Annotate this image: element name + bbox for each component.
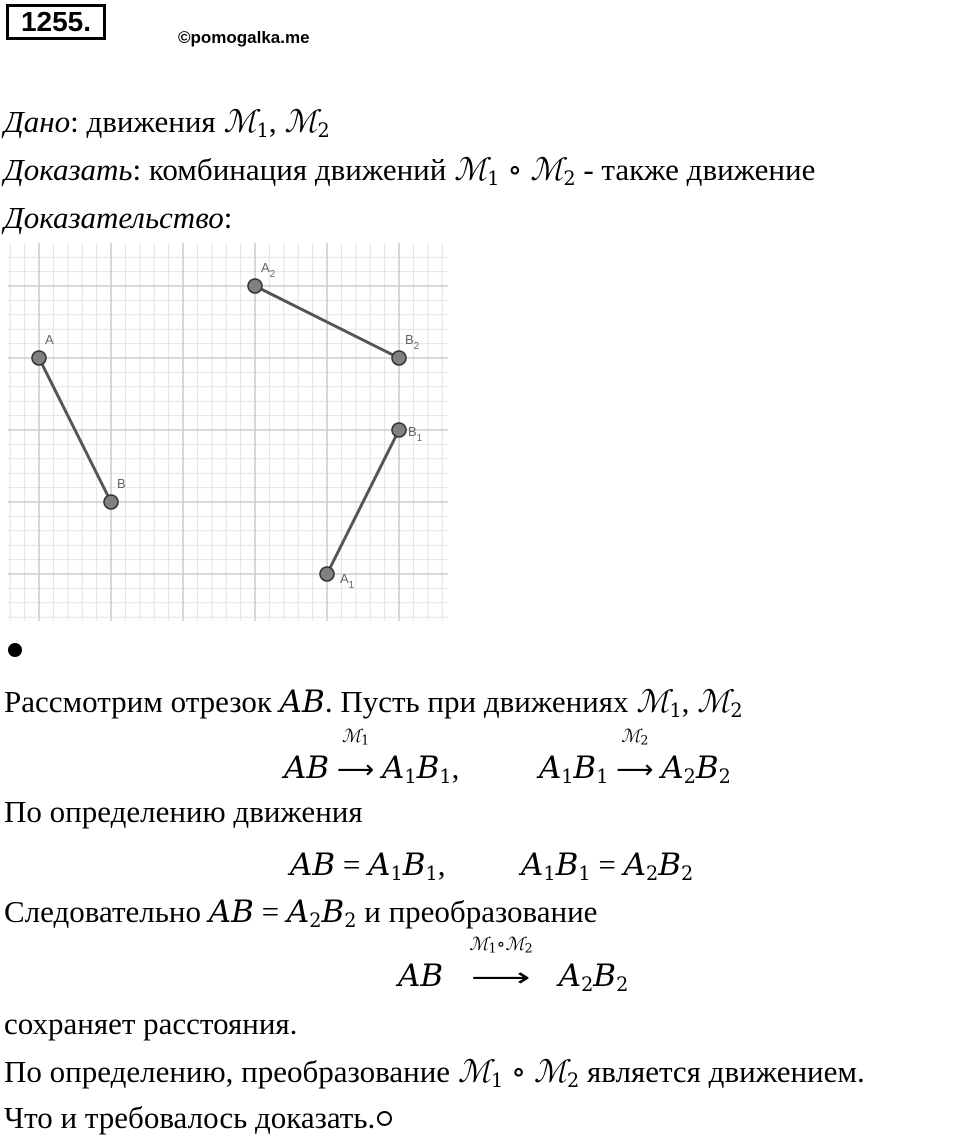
point-A2 <box>248 279 262 293</box>
line1-m2: ℳ <box>697 684 731 720</box>
prove-line <box>4 150 815 190</box>
prove-op: ∘ <box>499 152 531 187</box>
prove-tail: - также движение <box>575 152 816 187</box>
eq2-r2a: A <box>623 847 646 883</box>
eq2-left: AB <box>290 847 336 883</box>
eq3-arrow <box>451 934 551 998</box>
equation-1 <box>284 726 731 790</box>
given-m2: ℳ <box>284 104 318 140</box>
eq3-label-op: ∘ <box>496 934 506 955</box>
eq3-a: A <box>558 958 582 994</box>
eq1-r2b-sub: 2 <box>718 764 731 788</box>
eq1-arrow1-glyph: ⟶ <box>336 755 375 785</box>
point-label-sub: 1 <box>348 580 355 591</box>
eq2-r1b-sub: 1 <box>425 861 438 885</box>
text-line-3 <box>4 892 597 932</box>
eq3-left: AB <box>398 958 444 994</box>
grid <box>8 243 448 621</box>
eq3-b: B <box>593 958 617 994</box>
eq1-r2a: A <box>661 750 684 786</box>
given-text: : движения <box>70 104 224 139</box>
equation-3 <box>398 934 629 998</box>
line5-m2-sub: 2 <box>567 1068 580 1092</box>
eq2-l2a: A <box>521 847 544 883</box>
line3-a-sub: 2 <box>309 908 322 932</box>
eq2-eq2: = <box>590 847 624 882</box>
eq1-arrow2-label: ℳ <box>621 726 641 747</box>
point-B1 <box>392 423 406 437</box>
line3-b-sub: 2 <box>344 908 357 932</box>
problem-number: 1255. <box>6 4 106 40</box>
point-B <box>104 495 118 509</box>
line5-op: ∘ <box>503 1054 534 1089</box>
line1-m1-sub: 1 <box>669 698 682 722</box>
line5-text2: является движением. <box>579 1054 865 1089</box>
eq1-l2b: B <box>573 750 597 786</box>
equation-2 <box>290 845 693 885</box>
point-label-A: A <box>45 332 54 347</box>
eq1-arrow-1 <box>336 726 375 790</box>
line5-m2: ℳ <box>533 1054 568 1090</box>
watermark: ©pomogalka.me <box>178 28 310 47</box>
point-label-sub: 2 <box>269 269 276 280</box>
point-label-sub: 2 <box>413 341 420 352</box>
eq2-r1b: B <box>402 847 426 883</box>
eq1-comma: , <box>451 750 460 785</box>
qed-circle-icon <box>377 1111 392 1126</box>
given-line <box>4 102 330 142</box>
point-B2 <box>392 351 406 365</box>
line6-text: Что и требовалось доказать. <box>4 1100 376 1135</box>
eq1-arrow1-label: ℳ <box>341 726 362 747</box>
text-line-5 <box>4 1052 865 1092</box>
given-label: Дано <box>4 104 71 139</box>
eq1-r1b: B <box>416 750 440 786</box>
given-m1-sub: 1 <box>256 118 269 142</box>
eq2-l2b: B <box>555 847 579 883</box>
eq1-r1a-sub: 1 <box>404 764 417 788</box>
line1-m1: ℳ <box>636 684 670 720</box>
eq2-l2a-sub: 1 <box>543 861 556 885</box>
eq3-b-sub: 2 <box>616 972 629 996</box>
line3-text: Следовательно <box>4 894 209 929</box>
line1-text2: . Пусть при движениях <box>324 684 637 719</box>
point-label-A2: $A_2$ <box>261 260 276 280</box>
eq1-l2a-sub: 1 <box>561 764 574 788</box>
point-label-B1: $B_1$ <box>408 424 423 444</box>
prove-label: Доказать <box>4 152 133 187</box>
eq3-label-m2: ℳ <box>505 934 525 955</box>
eq1-r2b: B <box>695 750 719 786</box>
eq2-r1a: A <box>368 847 391 883</box>
points <box>32 260 423 591</box>
point-label-A1: $A_1$ <box>340 571 355 591</box>
proof-colon: : <box>223 200 233 235</box>
point-A <box>32 351 46 365</box>
eq3-label-sub2: 2 <box>524 940 533 956</box>
prove-m2-sub: 2 <box>563 166 576 190</box>
eq2-r2a-sub: 2 <box>646 861 659 885</box>
line5-text: По определению, преобразование <box>4 1054 458 1089</box>
eq1-l2b-sub: 1 <box>596 764 609 788</box>
bullet-icon <box>8 643 22 657</box>
eq3-label-m1: ℳ <box>469 934 489 955</box>
eq1-r1b-sub: 1 <box>439 764 452 788</box>
point-label-sub: 1 <box>416 433 423 444</box>
point-A1 <box>320 567 334 581</box>
prove-text: : комбинация движений <box>132 152 455 187</box>
text-line-1 <box>4 682 743 722</box>
eq2-r1a-sub: 1 <box>390 861 403 885</box>
proof-label: Доказательство <box>4 200 224 235</box>
line3-b: B <box>321 894 345 930</box>
text-line-4: сохраняет расстояния. <box>4 1006 298 1041</box>
segments-figure <box>8 243 448 621</box>
eq1-arrow2-glyph: ⟶ <box>616 755 654 785</box>
eq2-l2b-sub: 1 <box>578 861 591 885</box>
point-label-B: B <box>117 476 126 491</box>
eq2-eq1: = <box>335 847 369 882</box>
prove-m2: ℳ <box>530 152 564 188</box>
eq3-arrow-glyph: ⟶ <box>471 963 531 993</box>
line1-text: Рассмотрим отрезок <box>4 684 280 719</box>
line3-eq: = <box>253 894 287 929</box>
line3-text2: и преобразование <box>356 894 598 929</box>
eq2-r2b-sub: 2 <box>681 861 694 885</box>
eq1-r1a: A <box>381 750 405 786</box>
line5-m1-sub: 1 <box>490 1068 504 1092</box>
given-m1: ℳ <box>223 104 257 140</box>
eq1-left: AB <box>284 750 330 786</box>
eq1-arrow-2 <box>616 726 654 790</box>
line1-ab: AB <box>279 684 325 720</box>
line1-m2-sub: 2 <box>730 698 743 722</box>
given-m2-sub: 2 <box>317 118 330 142</box>
eq3-label-sub1: 1 <box>488 940 497 956</box>
eq2-comma: , <box>437 847 446 882</box>
eq1-r2a-sub: 2 <box>683 764 696 788</box>
point-label-B2: $B_2$ <box>405 332 420 352</box>
line3-a: A <box>286 894 310 930</box>
eq1-arrow1-sub: 1 <box>361 732 370 748</box>
eq1-arrow2-sub: 2 <box>640 732 649 748</box>
prove-m1: ℳ <box>454 152 488 188</box>
line3-ab: AB <box>208 894 254 930</box>
text-line-6 <box>4 1098 392 1138</box>
proof-line <box>4 198 232 238</box>
line1-comma: , <box>681 684 698 719</box>
eq2-r2b: B <box>658 847 681 883</box>
eq1-l2a: A <box>538 750 562 786</box>
prove-m1-sub: 1 <box>487 166 500 190</box>
line5-m1: ℳ <box>457 1054 491 1090</box>
given-comma: , <box>268 104 285 139</box>
eq3-a-sub: 2 <box>581 972 594 996</box>
text-line-2: По определению движения <box>4 794 363 829</box>
